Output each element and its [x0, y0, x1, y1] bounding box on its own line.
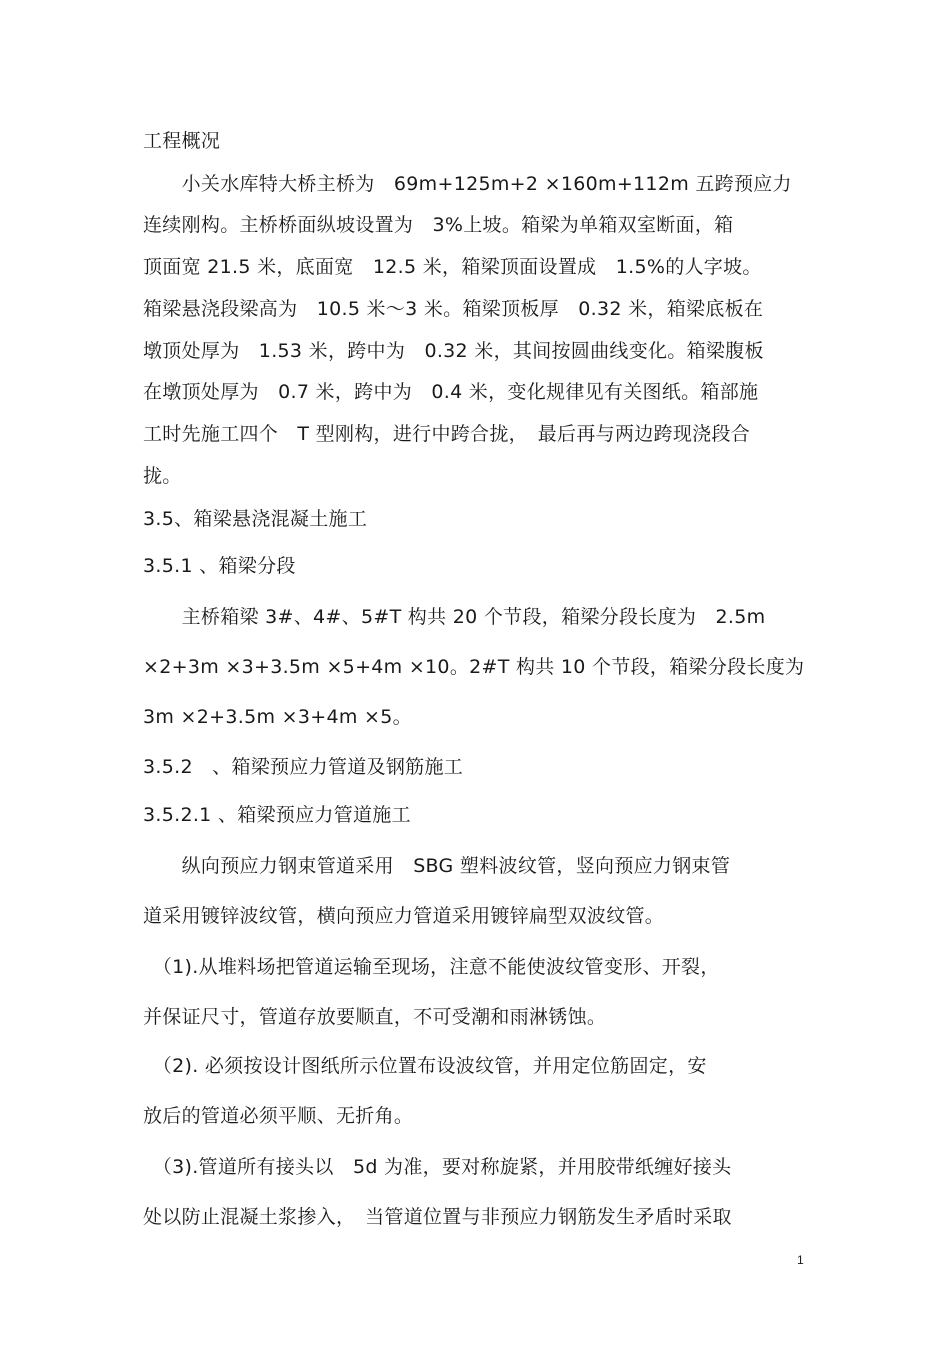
paragraph-line: 主桥箱梁 3#、4#、5#T 构共 20 个节段，箱梁分段长度为 2.5m — [143, 606, 766, 628]
section-heading: 工程概况 — [143, 130, 221, 152]
paragraph-line: 在墩顶处厚为 0.7 米，跨中为 0.4 米，变化规律见有关图纸。箱部施 — [143, 381, 759, 403]
list-item-line: 并保证尺寸，管道存放要顺直，不可受潮和雨淋锈蚀。 — [143, 1006, 607, 1028]
section-heading: 3.5、箱梁悬浇混凝土施工 — [143, 508, 368, 530]
paragraph-line: 顶面宽 21.5 米，底面宽 12.5 米，箱梁顶面设置成 1.5%的人字坡。 — [143, 256, 762, 278]
paragraph-line: 道采用镀锌波纹管，横向预应力管道采用镀锌扁型双波纹管。 — [143, 905, 665, 927]
paragraph-line: 纵向预应力钢束管道采用 SBG 塑料波纹管，竖向预应力钢束管 — [143, 855, 731, 877]
paragraph-line: 小关水库特大桥主桥为 69m+125m+2 ×160m+112m 五跨预应力 — [143, 173, 792, 195]
subsection-heading: 3.5.2 、箱梁预应力管道及钢筋施工 — [143, 756, 464, 778]
list-item-line: （2). 必须按设计图纸所示位置布设波纹管，并用定位筋固定，安 — [143, 1055, 707, 1077]
list-item-line: 放后的管道必须平顺、无折角。 — [143, 1105, 414, 1127]
list-item-line: 处以防止混凝土浆掺入， 当管道位置与非预应力钢筋发生矛盾时采取 — [143, 1206, 732, 1228]
list-item-line: （3).管道所有接头以 5d 为准，要对称旋紧，并用胶带纸缠好接头 — [143, 1156, 732, 1178]
paragraph-line: 3m ×2+3.5m ×3+4m ×5。 — [143, 706, 412, 728]
paragraph-line: 工时先施工四个 T 型刚构，进行中跨合拢， 最后再与两边跨现浇段合 — [143, 423, 751, 445]
paragraph-line: 箱梁悬浇段梁高为 10.5 米～3 米。箱梁顶板厚 0.32 米，箱梁底板在 — [143, 298, 764, 320]
paragraph-line: 墩顶处厚为 1.53 米，跨中为 0.32 米，其间按圆曲线变化。箱梁腹板 — [143, 340, 764, 362]
list-item-line: （1).从堆料场把管道运输至现场，注意不能使波纹管变形、开裂， — [143, 956, 720, 978]
paragraph-line: ×2+3m ×3+3.5m ×5+4m ×10。2#T 构共 10 个节段，箱梁分段长度为 — [143, 656, 805, 678]
subsection-heading: 3.5.2.1 、箱梁预应力管道施工 — [143, 804, 411, 826]
subsection-heading: 3.5.1 、箱梁分段 — [143, 555, 296, 577]
paragraph-line: 拢。 — [143, 465, 182, 487]
paragraph-line: 连续刚构。主桥桥面纵坡设置为 3%上坡。箱梁为单箱双室断面，箱 — [143, 214, 734, 236]
page-number: 1 — [797, 1253, 804, 1267]
